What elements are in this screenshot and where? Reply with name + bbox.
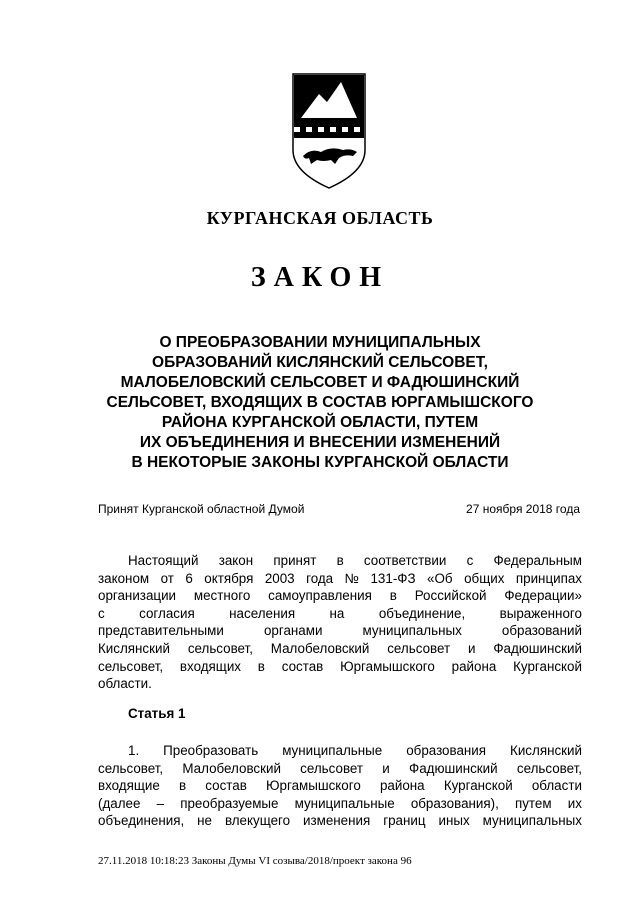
coat-of-arms-emblem-icon	[291, 72, 367, 192]
adoption-date: 27 ноября 2018 года	[466, 502, 580, 516]
law-title-line: ИХ ОБЪЕДИНЕНИЯ И ВНЕСЕНИИ ИЗМЕНЕНИЙ	[139, 434, 501, 451]
paragraph-line: 1. Преобразовать муниципальные образования Кислянский	[128, 743, 582, 758]
article-1-paragraph	[98, 742, 582, 830]
law-title-line: ОБРАЗОВАНИЙ КИСЛЯНСКИЙ СЕЛЬСОВЕТ,	[152, 354, 488, 371]
adopted-by: Принят Курганской областной Думой	[98, 502, 305, 516]
law-title-line: В НЕКОТОРЫЕ ЗАКОНЫ КУРГАНСКОЙ ОБЛАСТИ	[131, 454, 509, 471]
paragraph-line: законом от 6 октября 2003 года № 131-ФЗ «Об общих принципах	[98, 570, 582, 586]
region-name: КУРГАНСКАЯ ОБЛАСТЬ	[206, 208, 434, 228]
paragraph-line: сельсовет, входящих в состав Юргамышского района Курганской	[98, 658, 582, 674]
document-type: ЗАКОН	[250, 262, 390, 293]
paragraph-line: входящие в состав Юргамышского района Курганской области	[98, 778, 582, 794]
paragraph-line: представительными органами муниципальных образований	[98, 623, 582, 639]
paragraph-line: Кислянский сельсовет, Малобеловский сельсовет и Фадюшинский	[98, 640, 582, 656]
paragraph-line: области.	[98, 676, 152, 692]
article-heading: Статья 1	[128, 706, 186, 721]
law-title-line: РАЙОНА КУРГАНСКОЙ ОБЛАСТИ, ПУТЕМ	[161, 414, 479, 431]
paragraph-line: Настоящий закон принят в соответствии с Федеральным	[128, 553, 582, 568]
law-title-line: МАЛОБЕЛОВСКИЙ СЕЛЬСОВЕТ И ФАДЮШИНСКИЙ	[120, 374, 520, 391]
law-title-line: СЕЛЬСОВЕТ, ВХОДЯЩИХ В СОСТАВ ЮРГАМЫШСКОГО	[106, 394, 534, 411]
paragraph-line: (далее – преобразуемые муниципальные образования), путем их	[98, 795, 582, 811]
paragraph-line: с согласия населения на объединение, выраженного	[98, 605, 582, 621]
law-title	[60, 333, 580, 473]
paragraph-line: организации местного самоуправления в Российской Федерации»	[98, 588, 582, 604]
law-title-line: О ПРЕОБРАЗОВАНИИ МУНИЦИПАЛЬНЫХ	[159, 334, 481, 351]
paragraph-line: сельсовет, Малобеловский сельсовет и Фадюшинский сельсовет,	[98, 760, 582, 776]
paragraph-line: объединения, не влекущего изменения границ иных муниципальных	[98, 813, 582, 829]
preamble-paragraph	[98, 552, 582, 693]
footer-stamp: 27.11.2018 10:18:23 Законы Думы VI созыва/2018/проект закона 96	[98, 855, 412, 867]
